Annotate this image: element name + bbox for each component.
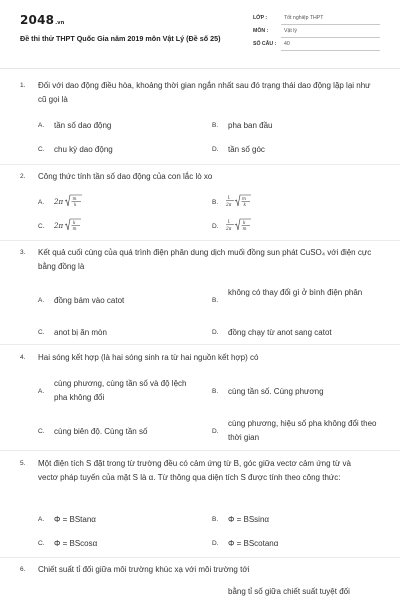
- option-letter: A.: [38, 516, 45, 523]
- svg-text:m: m: [72, 196, 77, 201]
- option-c[interactable]: cùng biên độ. Cùng tần số: [54, 427, 148, 436]
- meta-value: Vật lý: [284, 28, 297, 34]
- question-text: Công thức tính tần số dao động của con lắc lò xo: [38, 172, 213, 181]
- svg-text:1: 1: [227, 219, 231, 224]
- option-c[interactable]: Φ = BScosα: [54, 539, 98, 548]
- exam-meta: [253, 13, 380, 52]
- question-number: 3.: [20, 249, 26, 256]
- option-b[interactable]: Φ = BSsinα: [228, 515, 270, 524]
- svg-text:2π: 2π: [226, 226, 232, 231]
- option-b[interactable]: pha ban đầu: [228, 121, 273, 130]
- option-a[interactable]: Φ = BStanα: [54, 515, 96, 524]
- exam-title: Đề thi thử THPT Quốc Gia năm 2019 môn Vật Lý (Đề số 25): [20, 34, 221, 43]
- meta-class: [253, 13, 380, 26]
- question-number: 2.: [20, 173, 26, 180]
- meta-underline: [281, 37, 380, 38]
- svg-text:m: m: [242, 226, 247, 231]
- option-letter: A.: [38, 122, 45, 129]
- option-a[interactable]: tần số dao động: [54, 121, 112, 130]
- question-text: Đối với dao động điều hòa, khoảng thời gian ngắn nhất sau đó trạng thái dao động lặp lại như cũ gọi là: [38, 81, 371, 104]
- question-number: 6.: [20, 566, 26, 573]
- option-d[interactable]: cùng phương, hiệu số pha không đổi theo thời gian: [228, 419, 377, 442]
- option-letter: C.: [38, 329, 45, 336]
- option-letter: B.: [212, 388, 219, 395]
- option-letter: C.: [38, 540, 45, 547]
- option-d[interactable]: Φ = BScotanα: [228, 539, 279, 548]
- formula-c[interactable]: [54, 216, 84, 234]
- question-divider: [0, 344, 400, 345]
- question-number: 4.: [20, 354, 26, 361]
- formula-b[interactable]: [226, 192, 256, 210]
- meta-label: LỚP :: [253, 15, 268, 21]
- question-text: Chiết suất tỉ đối giữa môi trường khúc xạ với môi trường tới: [38, 565, 250, 574]
- meta-value: 40: [284, 41, 290, 47]
- option-c[interactable]: anot bị ăn mòn: [54, 328, 107, 337]
- option-d[interactable]: đồng chạy từ anot sang catot: [228, 328, 332, 337]
- option-letter: A.: [38, 297, 45, 304]
- question-text: Kết quả cuối cùng của quá trình điện phân dung dịch muối đồng sun phát CuSO₄ với điện cực bằng đồng là: [38, 248, 372, 271]
- svg-text:k: k: [243, 220, 246, 225]
- svg-text:k: k: [243, 202, 247, 207]
- svg-text:k: k: [73, 220, 76, 225]
- option-letter: A.: [38, 199, 45, 206]
- logo-sub: .vn: [55, 20, 65, 26]
- question-number: 1.: [20, 82, 26, 89]
- question-divider: [0, 557, 400, 558]
- svg-text:m: m: [72, 226, 77, 231]
- option-letter: B.: [212, 199, 219, 206]
- formula-a[interactable]: [54, 192, 84, 210]
- question-divider: [0, 164, 400, 165]
- svg-text:2π: 2π: [54, 198, 64, 206]
- logo-main: 2048: [20, 13, 55, 27]
- option-b[interactable]: bằng tỉ số giữa chiết suất tuyệt đối: [228, 587, 350, 596]
- option-b[interactable]: không có thay đổi gì ở bình điện phân: [228, 288, 363, 297]
- option-d[interactable]: tần số góc: [228, 145, 265, 154]
- option-letter: A.: [38, 388, 45, 395]
- question-number: 5.: [20, 460, 26, 467]
- option-letter: D.: [212, 146, 219, 153]
- meta-label: MÔN :: [253, 28, 269, 34]
- option-letter: D.: [212, 428, 219, 435]
- option-letter: D.: [212, 540, 219, 547]
- option-b[interactable]: cùng tần số. Cùng phương: [228, 387, 324, 396]
- svg-text:k: k: [74, 202, 77, 207]
- question-divider: [0, 450, 400, 451]
- meta-subject: [253, 26, 380, 39]
- option-letter: B.: [212, 516, 219, 523]
- svg-text:2π: 2π: [226, 202, 232, 207]
- svg-text:1: 1: [227, 195, 231, 200]
- formula-d[interactable]: [226, 216, 256, 234]
- option-letter: D.: [212, 329, 219, 336]
- meta-label: SỐ CÂU :: [253, 41, 277, 47]
- svg-text:m: m: [242, 196, 246, 201]
- header-divider: [0, 68, 400, 69]
- option-a[interactable]: đồng bám vào catot: [54, 296, 125, 305]
- exam-header: [0, 0, 400, 64]
- site-logo[interactable]: [20, 13, 65, 27]
- option-letter: D.: [212, 223, 219, 230]
- option-letter: C.: [38, 146, 45, 153]
- option-c[interactable]: chu kỳ dao động: [54, 145, 113, 154]
- svg-text:2π: 2π: [54, 222, 64, 230]
- option-letter: B.: [212, 297, 219, 304]
- option-letter: B.: [212, 122, 219, 129]
- meta-value: Tốt nghiệp THPT: [284, 15, 324, 21]
- question-text: Một điện tích S đặt trong từ trường đều có cảm ứng từ B, góc giữa vectơ cảm ứng từ và vectơ pháp tuyến của mặt S là α. Từ thông qua diện tích S được tính theo công thức:: [38, 459, 352, 482]
- option-letter: C.: [38, 428, 45, 435]
- meta-underline: [281, 24, 380, 25]
- question-divider: [0, 240, 400, 241]
- meta-underline: [281, 50, 380, 51]
- option-letter: C.: [38, 223, 45, 230]
- option-a[interactable]: cùng phương, cùng tần số và độ lệch pha không đổi: [54, 379, 187, 402]
- question-text: Hai sóng kết hợp (là hai sóng sinh ra từ hai nguồn kết hợp) có: [38, 353, 259, 362]
- meta-question-count: [253, 39, 380, 52]
